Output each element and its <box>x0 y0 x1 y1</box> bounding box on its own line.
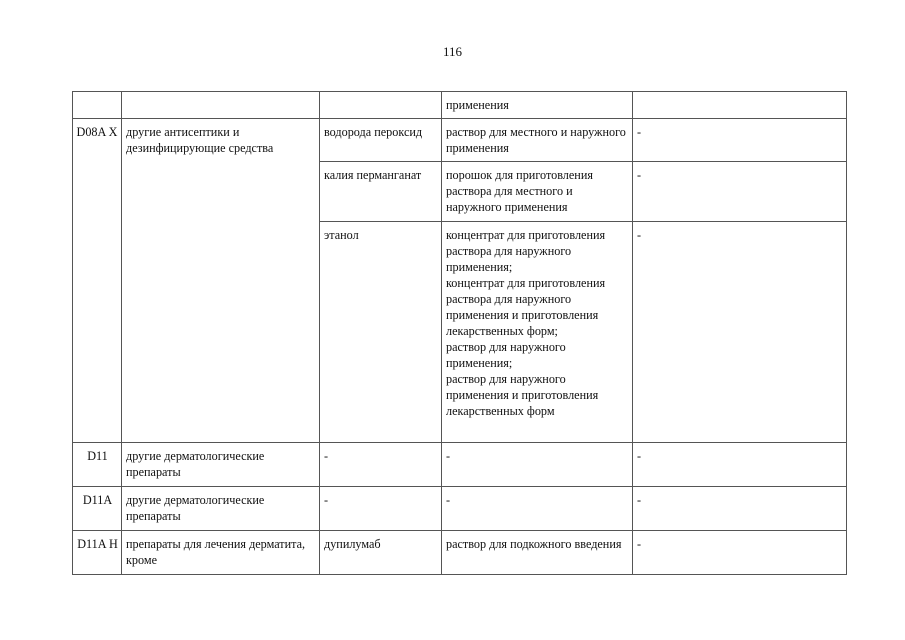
group-cell: другие дерматологические препараты <box>122 443 320 487</box>
table-row <box>73 531 847 575</box>
note-cell <box>633 92 847 119</box>
dosage-form-cell: концентрат для приготовления раствора для наружного применения; концентрат для приготовления раствора для наружного применения и приготовления лекарственных форм; раствор для наружного применения; раствор для наружного применения и приготовления лекарственных форм <box>442 222 633 443</box>
table-row <box>73 119 847 162</box>
drug-cell: - <box>320 487 442 531</box>
dosage-form-cell: - <box>442 443 633 487</box>
atc-code-cell: D11A <box>73 487 122 531</box>
group-cell: другие дерматологические препараты <box>122 487 320 531</box>
note-cell: - <box>633 531 847 575</box>
table-row <box>73 92 847 119</box>
dosage-form-cell: порошок для приготовления раствора для местного и наружного применения <box>442 162 633 222</box>
atc-code-cell: D08A X <box>73 119 122 443</box>
drug-cell: калия перманганат <box>320 162 442 222</box>
note-cell: - <box>633 222 847 443</box>
group-cell <box>122 92 320 119</box>
dosage-form-cell: применения <box>442 92 633 119</box>
page-number: 116 <box>442 44 463 59</box>
note-cell: - <box>633 162 847 222</box>
dosage-form-cell: раствор для местного и наружного применения <box>442 119 633 162</box>
table-row <box>73 443 847 487</box>
table-row <box>73 487 847 531</box>
dosage-form-cell: - <box>442 487 633 531</box>
group-cell: препараты для лечения дерматита, кроме <box>122 531 320 575</box>
note-cell: - <box>633 119 847 162</box>
atc-code-cell <box>73 92 122 119</box>
atc-code-cell: D11 <box>73 443 122 487</box>
drug-cell <box>320 92 442 119</box>
atc-code-cell: D11A H <box>73 531 122 575</box>
drug-cell: дупилумаб <box>320 531 442 575</box>
drug-cell: водорода пероксид <box>320 119 442 162</box>
drug-cell: - <box>320 443 442 487</box>
note-cell: - <box>633 487 847 531</box>
note-cell: - <box>633 443 847 487</box>
drug-cell: этанол <box>320 222 442 443</box>
dosage-form-cell: раствор для подкожного введения <box>442 531 633 575</box>
group-cell: другие антисептики и дезинфицирующие средства <box>122 119 320 443</box>
drug-table <box>72 91 847 575</box>
